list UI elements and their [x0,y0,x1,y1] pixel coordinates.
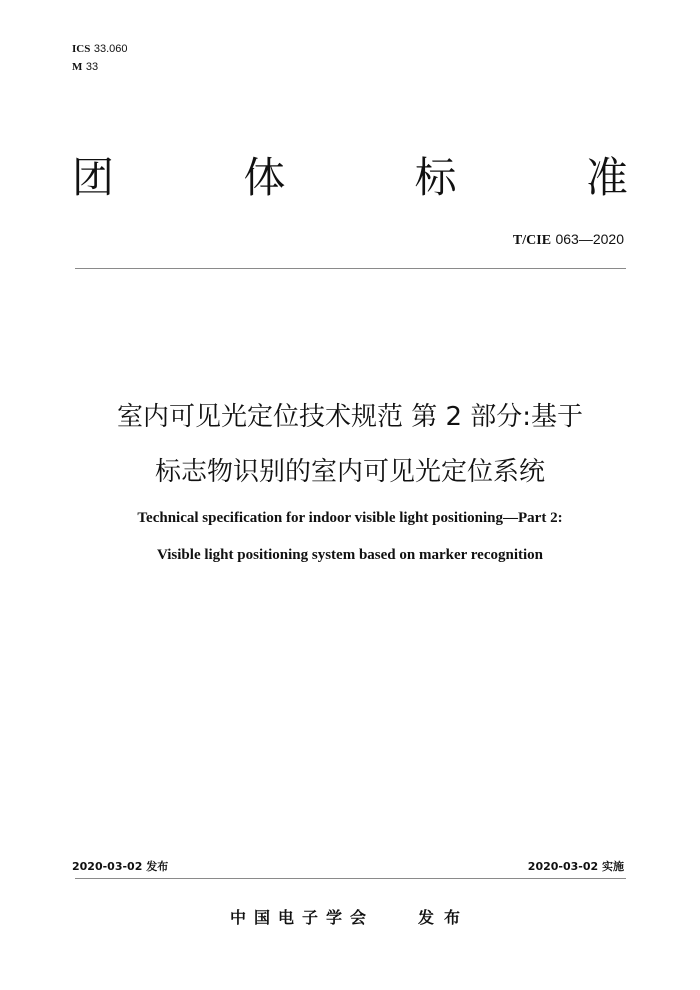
publisher [0,905,700,928]
publish-date: 2020-03-02 发布 [72,860,169,873]
title-zh-line2: 标志物识别的室内可见光定位系统 [154,457,545,487]
footer-divider [75,878,626,879]
standard-number [513,231,624,249]
heading-char: 体 [243,153,286,202]
heading-char: 准 [585,153,628,202]
ics-code [72,42,128,56]
standard-number-value: 063—2020 [555,231,624,247]
publisher-name: 中国电子学会 [229,908,374,927]
ccs-code [72,60,98,74]
heading-char: 标 [414,153,457,202]
publisher-action: 发布 [418,908,471,927]
ccs-label: M [72,61,83,73]
ics-value: 33.060 [93,43,128,55]
title-en-line1: Technical specification for indoor visible light positioning—Part 2: [137,510,563,526]
title-zh-line1: 室内可见光定位技术规范 第 2 部分:基于 [116,402,584,432]
header-divider [75,268,626,269]
heading-char: 团 [72,153,115,202]
ics-label: ICS [72,43,91,55]
title-en-line2: Visible light positioning system based on marker recognition [156,547,543,563]
document-type-heading [72,150,628,206]
ccs-value: 33 [85,61,99,73]
implement-date: 2020-03-02 实施 [527,860,624,873]
standard-prefix: T/CIE [512,233,552,248]
